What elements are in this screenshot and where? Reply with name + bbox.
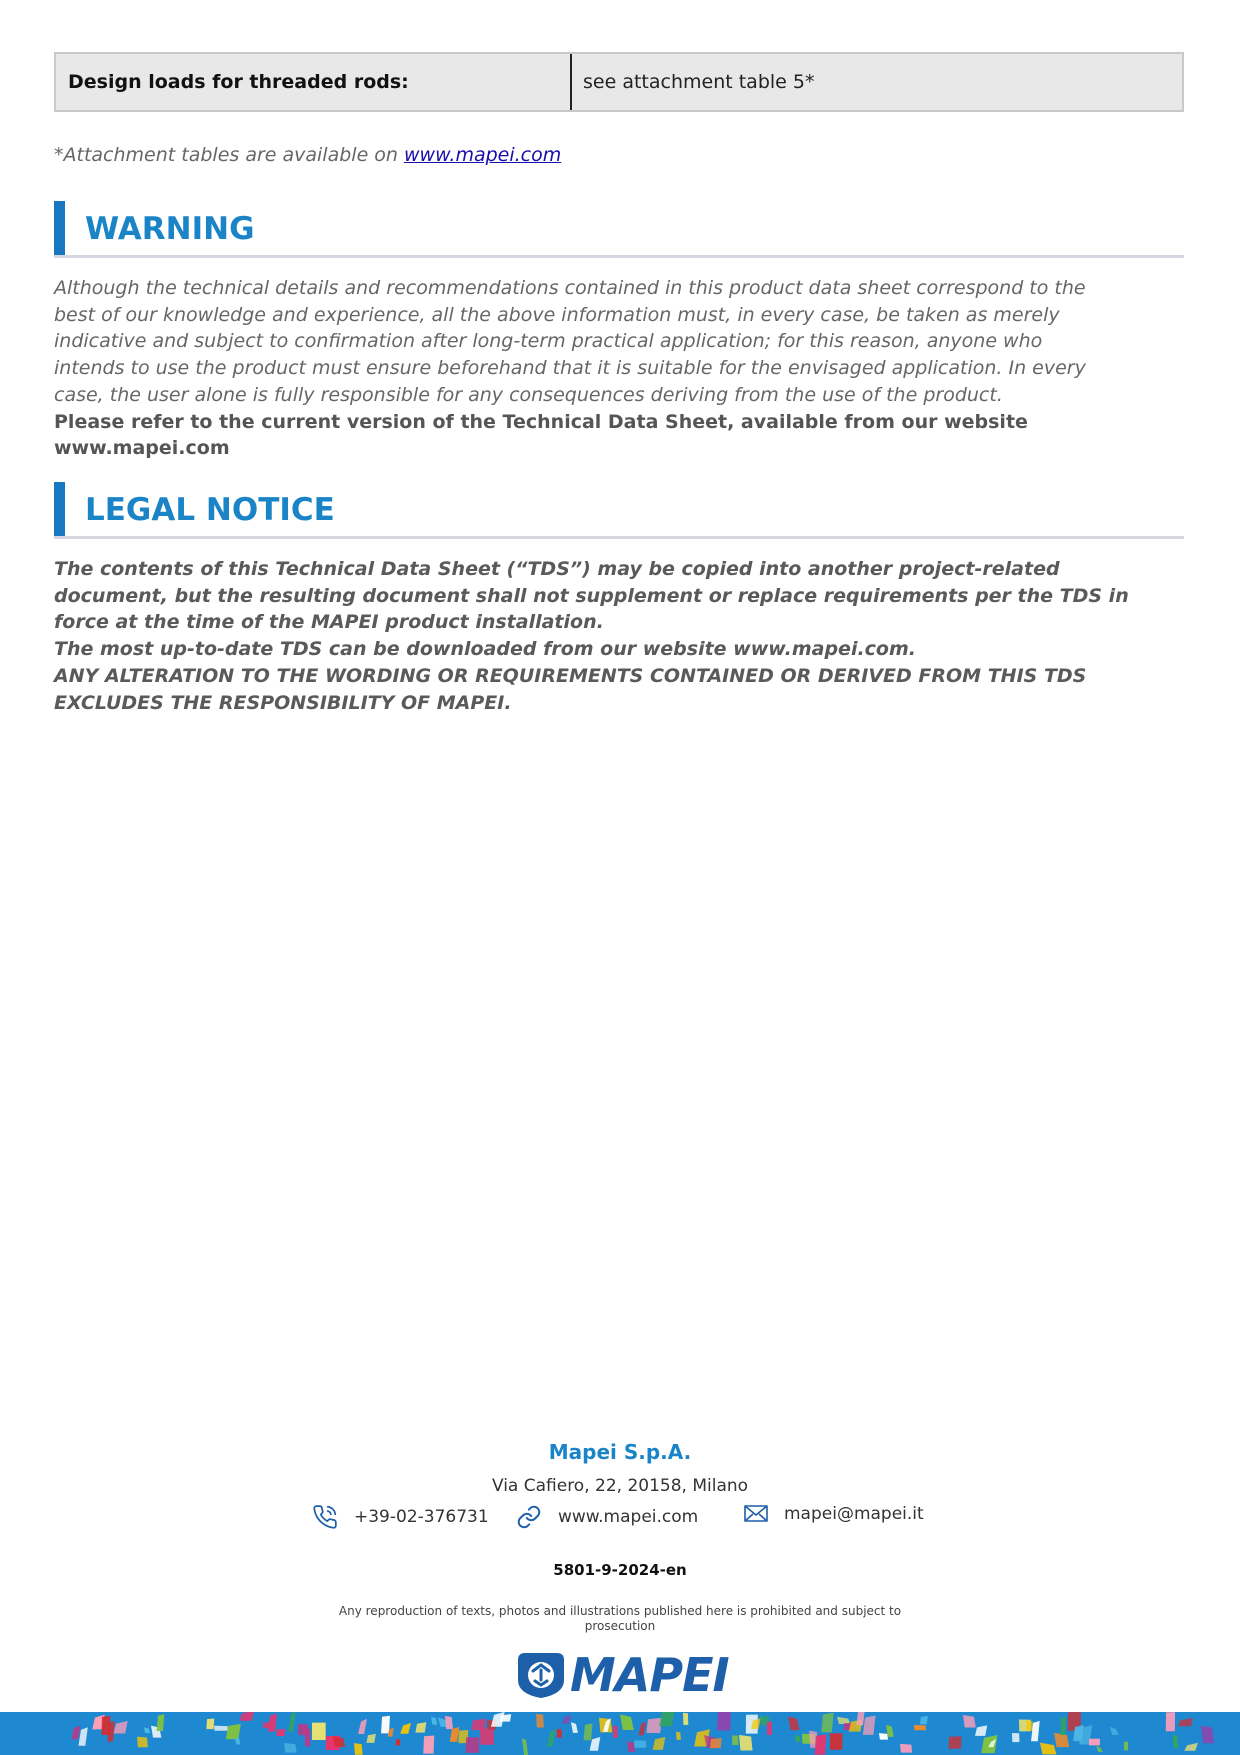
logo-wordmark: MAPEI	[570, 1648, 729, 1702]
mail-icon	[744, 1504, 768, 1524]
mosaic-band	[0, 1712, 1240, 1755]
mapei-logo	[514, 1646, 729, 1704]
attachment-footnote	[54, 144, 561, 166]
legal-header	[54, 482, 1184, 539]
spec-table	[54, 52, 1184, 112]
link-icon	[516, 1504, 542, 1530]
warning-title: WARNING	[85, 211, 255, 247]
email-address: mapei@mapei.it	[784, 1504, 924, 1524]
spec-value: see attachment table 5*	[583, 71, 815, 93]
phone-number: +39-02-376731	[354, 1507, 489, 1527]
warning-line: indicative and subject to confirmation after long-term practical application; for this reason, anyone who	[54, 330, 1043, 353]
legal-title: LEGAL NOTICE	[85, 492, 335, 528]
legal-line: ANY ALTERATION TO THE WORDING OR REQUIREMENTS CONTAINED OR DERIVED FROM THIS TDS	[54, 664, 1087, 687]
phone-icon	[312, 1504, 338, 1530]
contact-website[interactable]	[516, 1504, 698, 1530]
legal-line: EXCLUDES THE RESPONSIBILITY OF MAPEI.	[54, 691, 512, 714]
website-url: www.mapei.com	[558, 1507, 699, 1527]
warning-line: case, the user alone is fully responsible for any consequences deriving from the use of the product.	[54, 383, 1003, 406]
company-address: Via Cafiero, 22, 20158, Milano	[491, 1476, 749, 1496]
warning-bold-line: Please refer to the current version of the Technical Data Sheet, available from our website	[54, 410, 1028, 433]
legal-line: The contents of this Technical Data Sheet (“TDS”) may be copied into another project-related	[54, 558, 1060, 580]
legal-line: The most up-to-date TDS can be downloaded from our website www.mapei.com.	[54, 638, 917, 661]
warning-line: best of our knowledge and experience, all the above information must, in every case, be taken as merely	[54, 303, 1060, 326]
company-name: Mapei S.p.A.	[548, 1440, 692, 1464]
section-bar	[54, 482, 65, 536]
section-bar	[54, 201, 65, 255]
contact-email[interactable]	[744, 1504, 924, 1524]
warning-line: Although the technical details and recommendations contained in this product data sheet correspond to the	[54, 277, 1086, 299]
legal-line: document, but the resulting document shall not supplement or replace requirements per the TDS in	[54, 584, 1129, 607]
mapei-link[interactable]: www.mapei.com	[404, 144, 562, 166]
legal-line: force at the time of the MAPEI product installation.	[54, 611, 604, 634]
spec-label: Design loads for threaded rods:	[56, 54, 572, 110]
warning-bold-line: www.mapei.com	[54, 437, 230, 460]
document-code: 5801-9-2024-en	[553, 1561, 687, 1579]
legal-body	[54, 556, 1184, 716]
warning-line: intends to use the product must ensure beforehand that it is suitable for the envisaged application. In every	[54, 357, 1086, 380]
contact-phone[interactable]	[312, 1504, 489, 1530]
reproduction-notice: Any reproduction of texts, photos and illustrations published here is prohibited and subject to prosecution	[338, 1604, 902, 1633]
warning-body	[54, 275, 1184, 462]
mapei-logo-icon	[514, 1650, 568, 1700]
footnote-text: *Attachment tables are available on	[54, 144, 405, 166]
warning-header	[54, 201, 1184, 258]
